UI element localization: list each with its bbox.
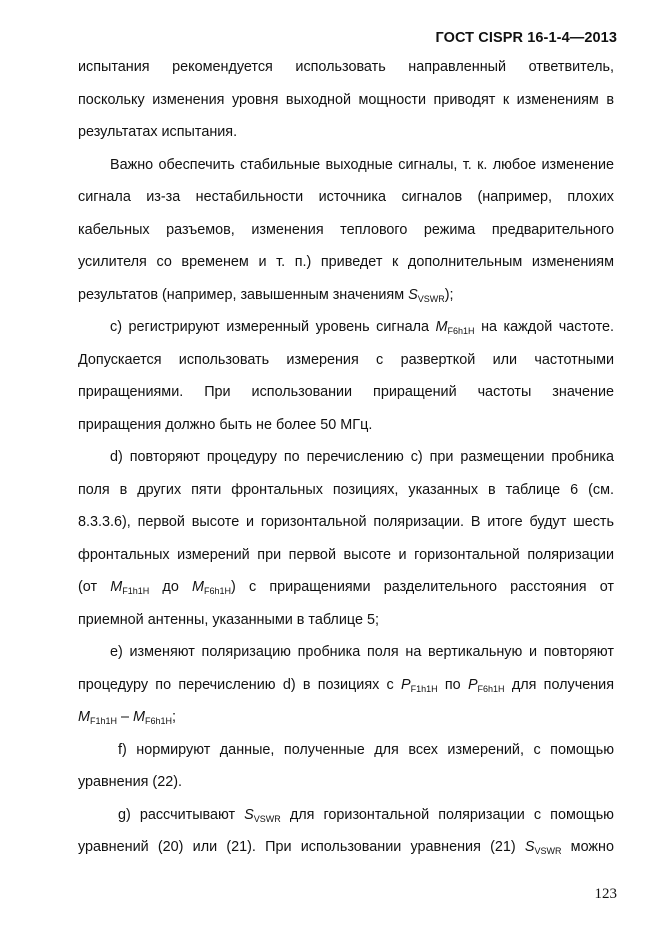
subscript: VSWR — [417, 293, 445, 304]
subscript: F6h1H — [447, 326, 475, 336]
symbol-m: M — [435, 319, 448, 335]
document-header: ГОСТ CISPR 16-1-4—2013 — [435, 30, 617, 46]
text-line: испытания рекомендуется использовать направленный ответвитель, — [78, 59, 614, 75]
subscript: VSWR — [253, 813, 281, 824]
text-line: (от $M_{F1h1H}$ до $M_{F6h1H}$) с приращениями разделительного расстояния от — [78, 579, 614, 596]
subscript: F6h1H — [204, 586, 232, 596]
text-line: сигнала из-за нестабильности источника сигналов (например, плохих — [78, 189, 614, 205]
subscript: F1h1H — [90, 716, 118, 726]
paragraph-first-line: g) рассчитывают $S_{VSWR}$ для горизонтальной поляризации с помощью — [118, 806, 614, 824]
symbol-s: S — [408, 286, 418, 303]
symbol-s: S — [524, 839, 535, 855]
text-line: фронтальных измерений при первой высоте и горизонтальной поляризации — [78, 546, 614, 563]
text-line: результатов (например, завышенным значениям $S_{VSWR}$); — [78, 286, 454, 304]
text-line: уравнения (22). — [78, 774, 183, 790]
text-line: приращениями. При использовании приращений частоты значение — [78, 384, 614, 400]
paragraph-first-line: с) регистрируют измеренный уровень сигнала $M_{F6h1H}$ на каждой частоте. — [110, 319, 615, 336]
text-line: усилителя со временем и т. п.) приведет к дополнительным изменениям — [78, 254, 614, 270]
text-line: Допускается использовать измерения с разверткой или частотными — [78, 351, 614, 368]
subscript: F6h1H — [145, 716, 173, 726]
subscript: F1h1H — [122, 586, 150, 596]
symbol-m: M — [133, 709, 146, 725]
symbol-s: S — [244, 806, 254, 823]
paragraph-first-line: f) нормируют данные, полученные для всех измерений, с помощью — [118, 741, 614, 758]
text-line: процедуру по перечислению d) в позициях с $P_{F1h1H}$ по $P_{F6h1H}$ для получения — [78, 676, 615, 694]
text-line: поскольку изменения уровня выходной мощности приводят к изменениям в — [78, 91, 614, 108]
text-line: кабельных разъемов, изменения теплового режима предварительного — [78, 221, 614, 238]
subscript: F6h1H — [477, 683, 505, 694]
paragraph-first-line: е) изменяют поляризацию пробника поля на вертикальную и повторяют — [110, 644, 614, 660]
symbol-m: M — [192, 579, 205, 595]
text-line: приемной антенны, указанными в таблице 5; — [78, 611, 379, 628]
symbol-p: P — [467, 676, 478, 693]
text-line: приращения должно быть не более 50 МГц. — [78, 416, 373, 433]
symbol-m: M — [78, 709, 90, 725]
document-body — [78, 55, 614, 868]
paragraph-first-line: Важно обеспечить стабильные выходные сигналы, т. к. любое изменение — [110, 156, 614, 173]
symbol-m: M — [110, 579, 123, 595]
subscript: F1h1H — [410, 683, 438, 694]
paragraph-first-line: d) повторяют процедуру по перечислению с) при размещении пробника — [110, 449, 614, 465]
text-line: 8.3.3.6), первой высоте и горизонтальной поляризации. В итоге будут шесть — [78, 514, 614, 530]
text-line: $M_{F1h1H} - M_{F6h1H}$; — [78, 709, 177, 726]
page-number: 123 — [594, 886, 617, 902]
text-line: поля в других пяти фронтальных позициях, указанных в таблице 6 (см. — [78, 481, 614, 498]
text-line: уравнений (20) или (21). При использовании уравнения (21) $S_{VSWR}$ можно — [78, 839, 614, 856]
subscript: VSWR — [534, 846, 562, 856]
symbol-p: P — [401, 676, 411, 693]
text-line: результатах испытания. — [78, 124, 238, 140]
